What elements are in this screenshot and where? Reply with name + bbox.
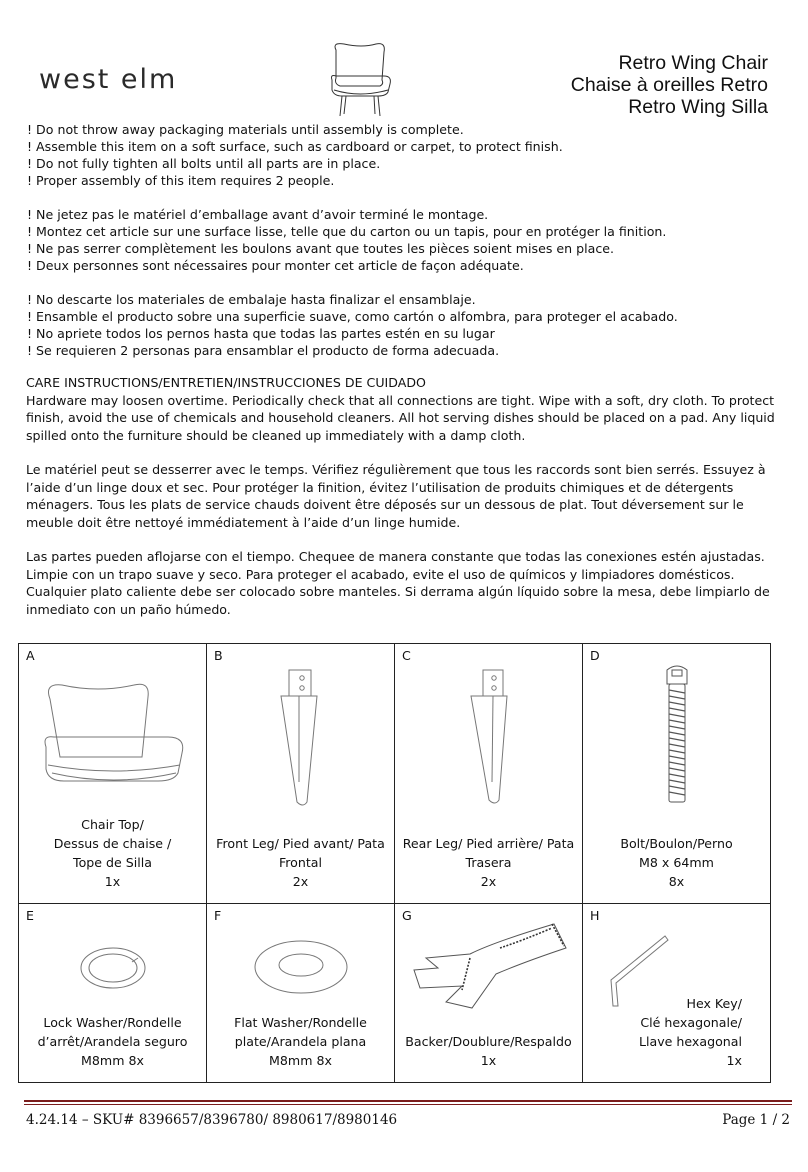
part-text-line: plate/Arandela plana: [234, 1034, 367, 1049]
part-quantity: 1x: [104, 874, 121, 889]
footer-date-sku: 4.24.14 – SKU# 8396657/8396780/ 8980617/8980146: [26, 1112, 398, 1128]
brand-logo: west elm: [39, 64, 178, 95]
warnings-english: [27, 121, 563, 189]
part-text-line: Frontal: [278, 855, 323, 870]
warning-line: ! Assemble this item on a soft surface, such as cardboard or carpet, to protect finish.: [27, 139, 563, 154]
warning-line: ! No apriete todos los pernos hasta que todas las partes estén en su lugar: [27, 326, 495, 341]
part-text-line: Rear Leg/ Pied arrière/ Pata: [402, 836, 575, 851]
part-text-line: Tope de Silla: [73, 855, 152, 870]
part-cell-g: [395, 904, 583, 1083]
title-french: Chaise à oreilles Retro: [570, 74, 768, 96]
product-title-block: [571, 52, 768, 118]
part-quantity: M8mm 8x: [81, 1053, 144, 1068]
parts-row: [19, 644, 771, 904]
part-text-line: Lock Washer/Rondelle: [43, 1015, 182, 1030]
part-text-line: Chair Top/: [81, 817, 144, 832]
part-quantity: 8x: [668, 874, 685, 889]
warning-line: ! Se requieren 2 personas para ensamblar el producto de forma adecuada.: [27, 343, 500, 358]
rear-leg-icon: [459, 662, 519, 812]
warning-line: ! Ne jetez pas le matériel d’emballage avant d’avoir terminé le montage.: [27, 207, 489, 222]
care-english: Hardware may loosen overtime. Periodically check that all connections are tight. Wipe with a soft, dry cloth. To protect finish, avoid the use of chemicals and household cleaners. All hot serving dishes should be placed on a pad. Any liquid spilled onto the furniture should be cleaned up immediately with a damp cloth.: [26, 392, 775, 443]
part-letter: G: [402, 908, 412, 923]
front-leg-icon: [271, 662, 331, 812]
part-quantity: 2x: [292, 874, 309, 889]
part-cell-h: [583, 904, 771, 1083]
part-cell-f: [207, 904, 395, 1083]
part-cell-d: [583, 644, 771, 904]
part-text-line: Trasera: [465, 855, 512, 870]
part-letter: F: [214, 908, 222, 923]
part-text-line: Backer/Doublure/Respaldo: [405, 1034, 572, 1049]
backer-icon: [404, 918, 574, 1018]
part-letter: C: [402, 648, 411, 663]
title-english: Retro Wing Chair: [618, 52, 768, 74]
part-quantity: 1x: [480, 1053, 497, 1068]
chair-top-icon: [38, 677, 188, 797]
part-description: [587, 994, 742, 1070]
part-description: [211, 834, 390, 891]
part-description: [211, 1013, 390, 1070]
footer-divider: [24, 1100, 792, 1102]
care-spanish: Las partes pueden aflojarse con el tiempo. Chequee de manera constante que todas las conexiones estén ajustadas. Limpie con un trapo suave y seco. Para proteger el acabado, evite el uso de químicos y limpiadores domésticos. Cualquier plato caliente debe ser colocado sobre manteles. Si derrama algún líquido sobre la mesa, debe limpiarlo de inmediato con un paño húmedo.: [26, 549, 770, 617]
care-french: Le matériel peut se desserrer avec le temps. Vérifiez régulièrement que tous les raccords sont bien serrés. Essuyez à l’aide d’un linge doux et sec. Pour protéger la finition, évitez l’utilisation de produits chimiques et de détergents ménagers. Tous les plats de service chauds doivent être déposés sur un dessous de plat. Tout déversement sur le meuble doit être nettoyé immédiatement à l’aide d’un linge humide.: [26, 462, 766, 530]
part-text-line: Dessus de chaise /: [53, 836, 172, 851]
part-letter: D: [590, 648, 600, 663]
lock-washer-icon: [68, 938, 158, 998]
warning-line: ! Deux personnes sont nécessaires pour monter cet article de façon adéquate.: [27, 258, 524, 273]
part-description: [23, 1013, 202, 1070]
chair-illustration-icon: [322, 40, 398, 120]
part-cell-a: [19, 644, 207, 904]
footer-divider: [24, 1104, 792, 1105]
bolt-icon: [652, 662, 702, 812]
part-quantity: 1x: [726, 1053, 742, 1068]
part-letter: A: [26, 648, 35, 663]
warning-line: ! Ne pas serrer complètement les boulons avant que toutes les pièces soient mises en place.: [27, 241, 614, 256]
flat-washer-icon: [246, 933, 356, 1003]
title-spanish: Retro Wing Silla: [628, 96, 768, 118]
part-cell-b: [207, 644, 395, 904]
part-cell-e: [19, 904, 207, 1083]
part-letter: H: [590, 908, 600, 923]
part-text-line: Bolt/Boulon/Perno: [620, 836, 733, 851]
warning-line: ! Do not fully tighten all bolts until all parts are in place.: [27, 156, 381, 171]
part-description: [399, 834, 578, 891]
parts-table: [18, 643, 771, 1083]
part-description: [587, 834, 766, 891]
part-text-line: d’arrêt/Arandela seguro: [37, 1034, 188, 1049]
warning-line: ! Proper assembly of this item requires 2 people.: [27, 173, 335, 188]
warning-line: ! Ensamble el producto sobre una superficie suave, como cartón o alfombra, para proteger el acabado.: [27, 309, 678, 324]
part-text-line: Clé hexagonale/: [640, 1015, 742, 1030]
part-cell-c: [395, 644, 583, 904]
part-text-line: Front Leg/ Pied avant/ Pata: [216, 836, 385, 851]
part-text-line: Hex Key/: [686, 996, 742, 1011]
page-number: Page 1 / 2: [722, 1112, 790, 1128]
part-description: [399, 1032, 578, 1070]
part-quantity: M8mm 8x: [269, 1053, 332, 1068]
warning-line: ! Do not throw away packaging materials until assembly is complete.: [27, 122, 464, 137]
part-text-line: Llave hexagonal: [638, 1034, 742, 1049]
part-quantity: 2x: [480, 874, 497, 889]
care-heading: CARE INSTRUCTIONS/ENTRETIEN/INSTRUCCIONES DE CUIDADO: [26, 375, 426, 390]
part-letter: E: [26, 908, 34, 923]
warnings-spanish: [27, 291, 678, 359]
warning-line: ! Montez cet article sur une surface lisse, telle que du carton ou un tapis, pour en protéger la finition.: [27, 224, 667, 239]
warnings-french: [27, 206, 666, 274]
part-description: [23, 815, 202, 891]
parts-row: [19, 904, 771, 1083]
part-text-line: Flat Washer/Rondelle: [234, 1015, 367, 1030]
warning-line: ! No descarte los materiales de embalaje hasta finalizar el ensamblaje.: [27, 292, 476, 307]
care-instructions: [26, 374, 786, 635]
part-letter: B: [214, 648, 223, 663]
part-text-line: M8 x 64mm: [639, 855, 714, 870]
